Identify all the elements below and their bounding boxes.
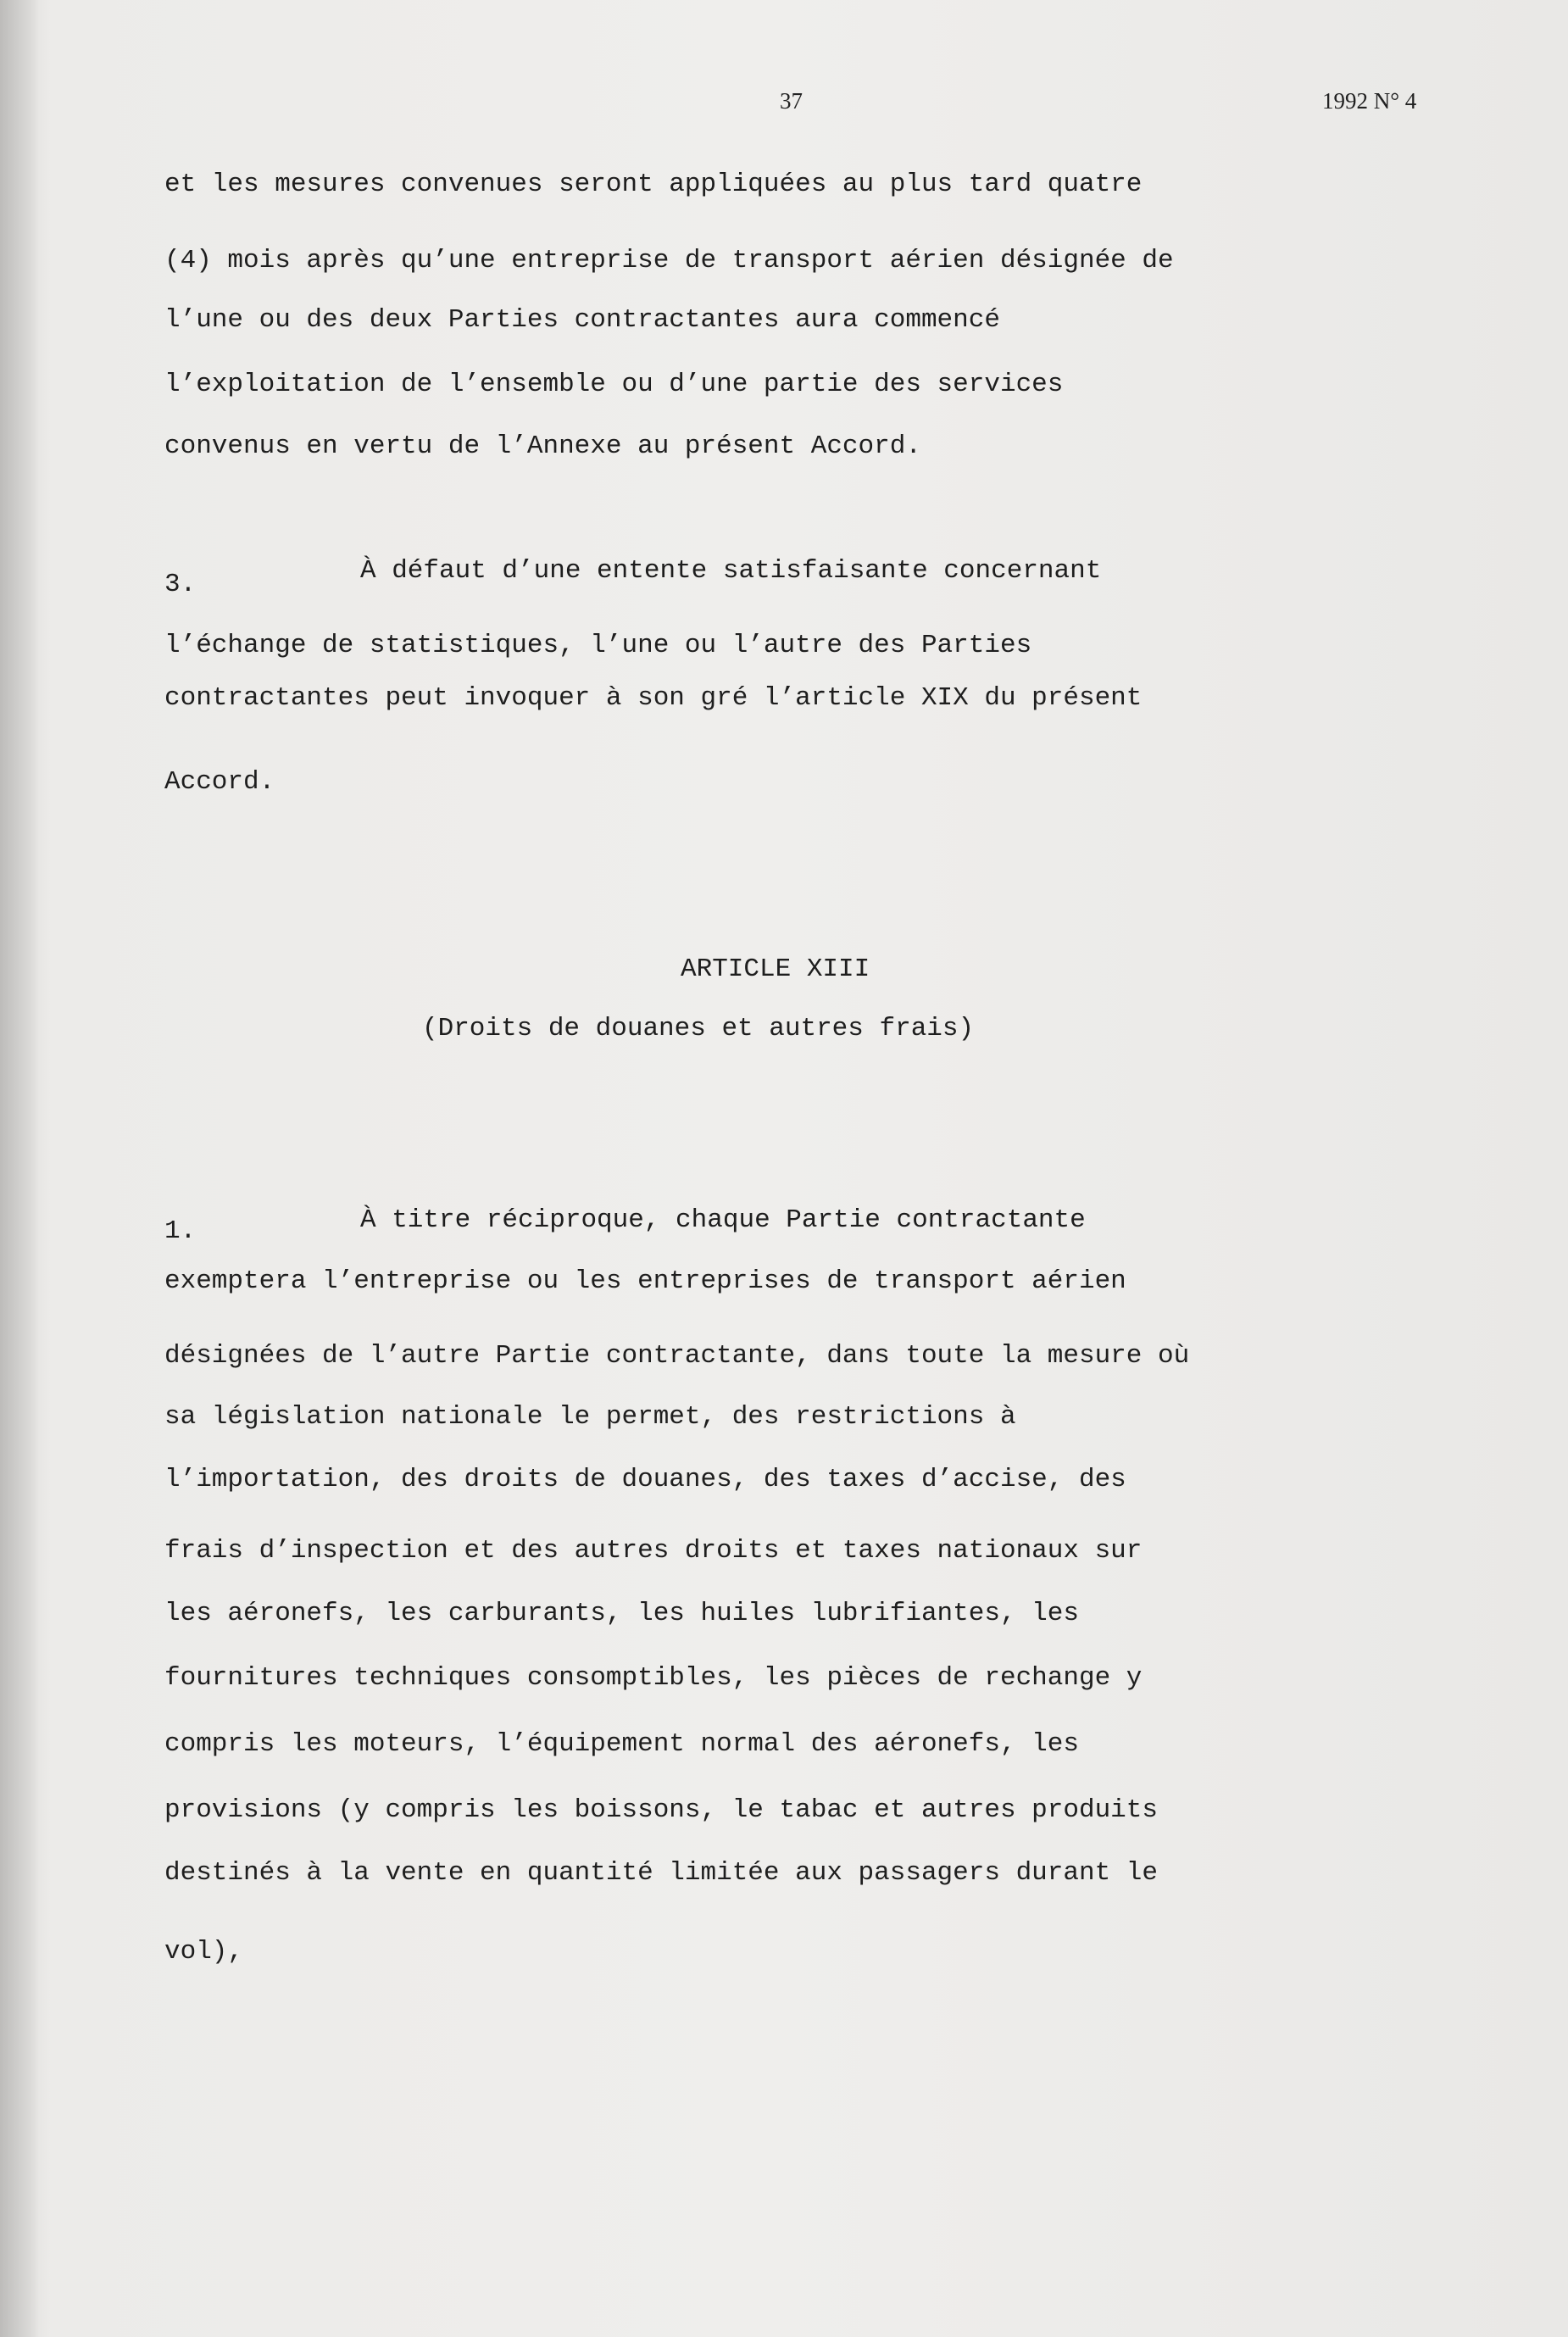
text-line: À titre réciproque, chaque Partie contractante — [360, 1205, 1086, 1235]
text-line: vol), — [164, 1937, 244, 1967]
text-line: l’échange de statistiques, l’une ou l’autre des Parties — [164, 631, 1032, 660]
text-line: désignées de l’autre Partie contractante, dans toute la mesure où — [164, 1341, 1190, 1371]
text-line: les aéronefs, les carburants, les huiles lubrifiantes, les — [164, 1599, 1079, 1628]
text-line: l’une ou des deux Parties contractantes aura commencé — [164, 305, 1000, 335]
article-title: ARTICLE XIII — [681, 954, 870, 984]
text-line: frais d’inspection et des autres droits et taxes nationaux sur — [164, 1536, 1143, 1566]
text-line: sa législation nationale le permet, des restrictions à — [164, 1402, 1016, 1432]
text-line: fournitures techniques consomptibles, les pièces de rechange y — [164, 1663, 1143, 1693]
text-line: contractantes peut invoquer à son gré l’article XIX du présent — [164, 683, 1143, 713]
paragraph-number: 3. — [164, 570, 197, 599]
text-line: l’exploitation de l’ensemble ou d’une partie des services — [164, 370, 1064, 399]
text-line: convenus en vertu de l’Annexe au présent Accord. — [164, 431, 921, 461]
text-line: et les mesures convenues seront appliquées au plus tard quatre — [164, 170, 1143, 199]
text-line: À défaut d’une entente satisfaisante concernant — [360, 556, 1102, 586]
text-line: Accord. — [164, 767, 275, 797]
article-subtitle: (Droits de douanes et autres frais) — [422, 1014, 975, 1043]
publication-reference: 1992 N° 4 — [1322, 88, 1417, 114]
text-line: compris les moteurs, l’équipement normal des aéronefs, les — [164, 1729, 1079, 1759]
text-line: provisions (y compris les boissons, le tabac et autres produits — [164, 1795, 1158, 1825]
page-spine-shadow — [0, 0, 39, 2337]
paragraph-number: 1. — [164, 1216, 197, 1246]
text-line: destinés à la vente en quantité limitée aux passagers durant le — [164, 1858, 1158, 1888]
text-line: (4) mois après qu’une entreprise de transport aérien désignée de — [164, 246, 1174, 275]
page-number: 37 — [780, 88, 803, 114]
text-line: exemptera l’entreprise ou les entreprises de transport aérien — [164, 1266, 1126, 1296]
text-line: l’importation, des droits de douanes, des taxes d’accise, des — [164, 1465, 1126, 1494]
